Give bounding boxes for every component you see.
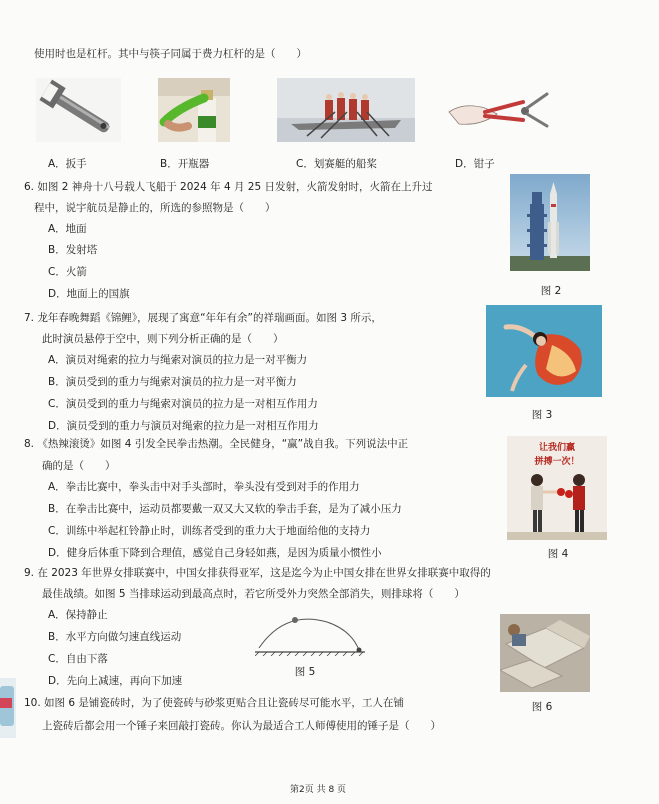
q10-stem-line2: 上瓷砖后都会用一个锤子来回敲打瓷砖。你认为最适合工人师傅使用的锤子是（ ）	[42, 720, 441, 732]
q9-option-a[interactable]: A．保持静止	[48, 609, 108, 621]
q6-option-d[interactable]: D．地面上的国旗	[48, 288, 130, 300]
q8-stem-line1: 8. 《热辣滚烫》如图 4 引发全民拳击热潮。全民健身，“赢”战自我。下列说法中正	[24, 438, 409, 450]
q5-option-d[interactable]: D．钳子	[455, 158, 495, 170]
bottle-opener-image	[158, 78, 230, 142]
q6-option-b[interactable]: B．发射塔	[48, 244, 98, 256]
q7-stem-line2: 此时演员悬停于空中，则下列分析正确的是（ ）	[42, 333, 284, 345]
q6-stem-line1: 6. 如图 2 神舟十八号载人飞船于 2024 年 4 月 25 日发射，火箭发射时，火箭在上升过	[24, 181, 433, 193]
q10-stem-line1: 10. 如图 6 是铺瓷砖时，为了使瓷砖与砂浆更贴合且让瓷砖尽可能水平，工人在铺	[24, 697, 404, 709]
q5-option-a[interactable]: A．扳手	[48, 158, 87, 170]
q8-option-b[interactable]: B．在拳击比赛中，运动员都要戴一双又大又软的拳击手套，是为了减小压力	[48, 503, 402, 515]
volleyball-trajectory-diagram	[255, 616, 365, 656]
dancer-image	[486, 305, 602, 397]
figure-2-caption: 图 2	[540, 285, 562, 297]
q9-option-c[interactable]: C．自由下落	[48, 653, 108, 665]
boxing-poster-image	[507, 436, 607, 540]
q7-option-d[interactable]: D．演员受到的重力与演员对绳索的拉力是一对相互作用力	[48, 420, 319, 432]
q6-stem-line2: 程中，说宇航员是静止的，所选的参照物是（ ）	[34, 202, 276, 214]
figure-5-caption: 图 5	[294, 666, 316, 678]
q5-option-b[interactable]: B．开瓶器	[160, 158, 210, 170]
wrench-image	[36, 78, 121, 142]
rocket-launch-image	[510, 174, 590, 271]
poster-title: 让我们赢	[538, 443, 575, 453]
q7-option-a[interactable]: A．演员对绳索的拉力与绳索对演员的拉力是一对平衡力	[48, 354, 308, 366]
q5-option-c[interactable]: C．划赛艇的船桨	[296, 158, 377, 170]
q9-option-d[interactable]: D．先向上减速，再向下加速	[48, 675, 183, 687]
q6-option-a[interactable]: A．地面	[48, 223, 87, 235]
q8-option-d[interactable]: D．健身后体重下降到合理值，感觉自己身轻如燕，是因为质量小惯性小	[48, 547, 382, 559]
figure-3-caption: 图 3	[531, 409, 553, 421]
q9-stem-line2: 最佳战绩。如图 5 当排球运动到最高点时，若它所受外力突然全部消失，则排球将（ ）	[42, 588, 465, 600]
figure-6-caption: 图 6	[531, 701, 553, 713]
q8-stem-line2: 确的是（ ）	[42, 460, 116, 472]
poster-subtitle: 拼搏一次！	[534, 457, 580, 467]
q9-stem-line1: 9. 在 2023 年世界女排联赛中，中国女排获得亚军，这是迄今为止中国女排在世界女排联赛中取得的	[24, 567, 491, 579]
page-footer: 第2页 共 8 页	[290, 785, 347, 795]
figure-4-caption: 图 4	[547, 548, 569, 560]
q7-stem-line1: 7. 龙年春晚舞蹈《锦鲤》，展现了寓意“年年有余”的祥瑞画面。如图 3 所示，	[24, 312, 382, 324]
q7-option-b[interactable]: B．演员受到的重力与绳索对演员的拉力是一对平衡力	[48, 376, 297, 388]
edge-image-fragment	[0, 678, 16, 738]
q5-stem-tail: 使用时也是杠杆。其中与筷子同属于费力杠杆的是（ ）	[34, 48, 307, 60]
tile-laying-image	[500, 614, 590, 692]
q8-option-a[interactable]: A．拳击比赛中，拳头击中对手头部时，拳头没有受到对手的作用力	[48, 481, 360, 493]
pliers-image	[445, 82, 550, 142]
q7-option-c[interactable]: C．演员受到的重力与绳索对演员的拉力是一对相互作用力	[48, 398, 318, 410]
rowing-boat-image	[277, 78, 415, 142]
q9-option-b[interactable]: B．水平方向做匀速直线运动	[48, 631, 182, 643]
q6-option-c[interactable]: C．火箭	[48, 266, 87, 278]
q8-option-c[interactable]: C．训练中举起杠铃静止时，训练者受到的重力大于地面给他的支持力	[48, 525, 371, 537]
